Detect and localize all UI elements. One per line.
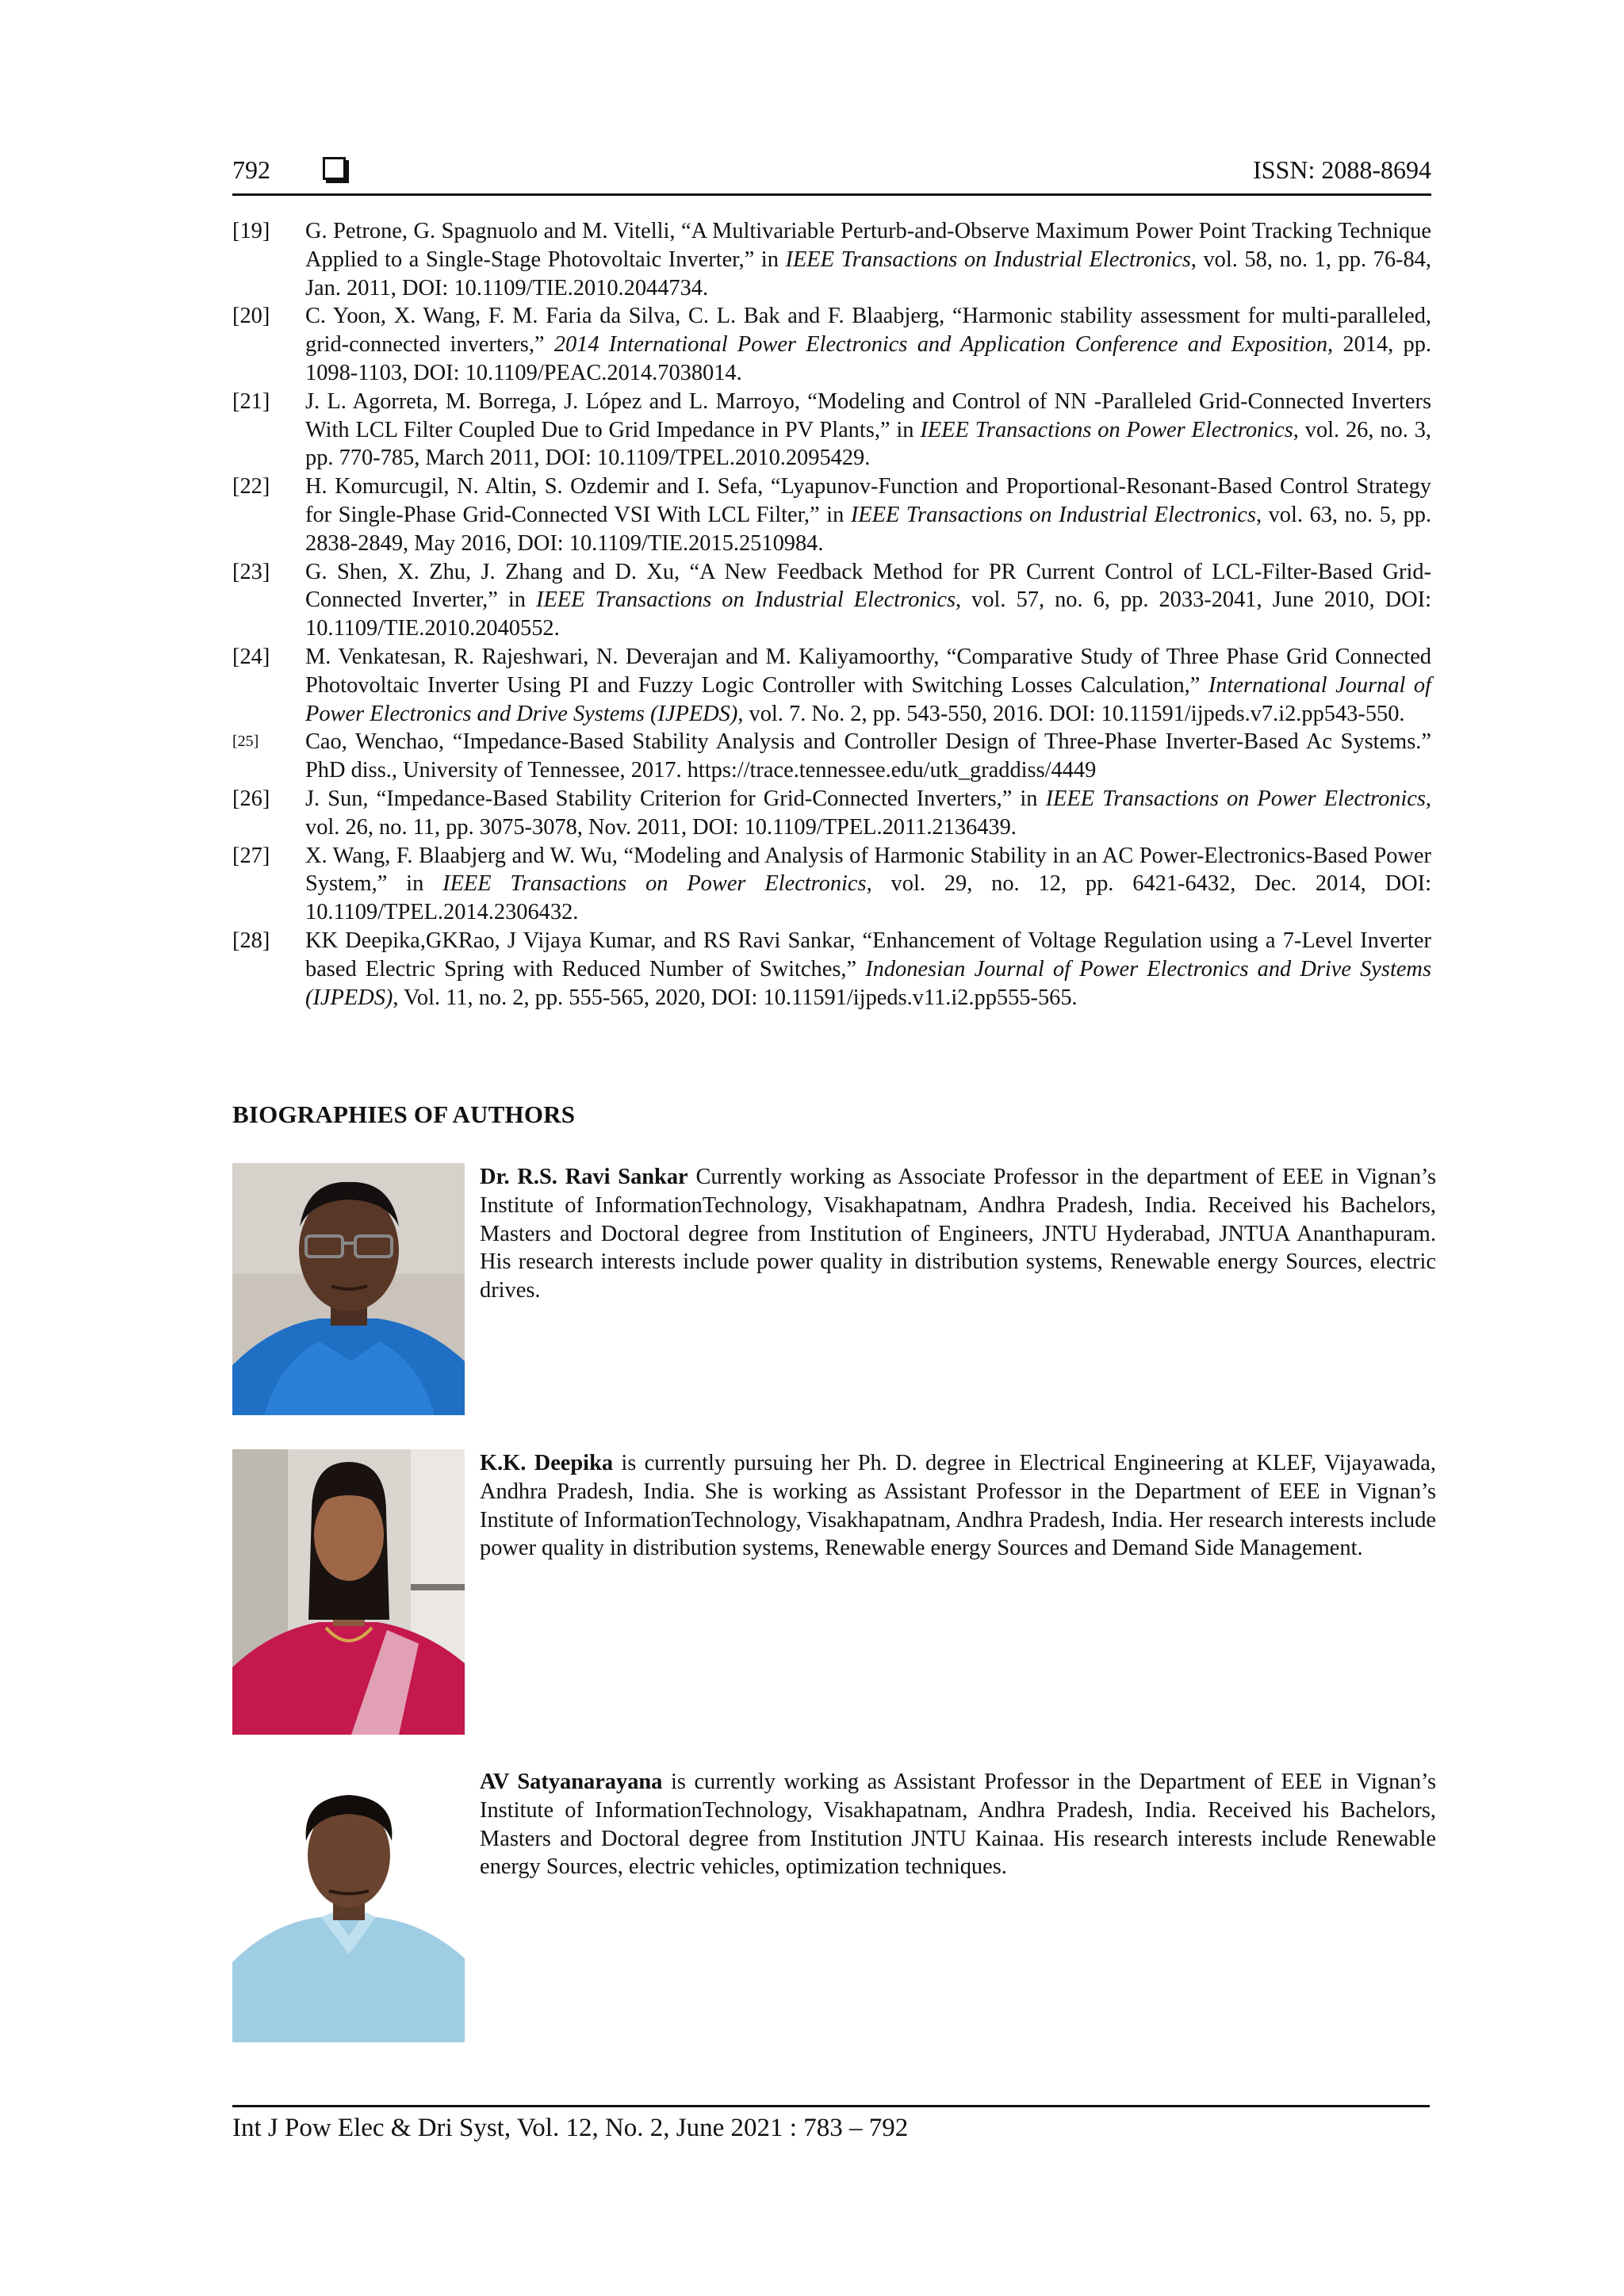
author-name: K.K. Deepika	[480, 1451, 614, 1475]
reference-text: M. Venkatesan, R. Rajeshwari, N. Deverajan and M. Kaliyamoorthy, “Comparative Study of Three Phase Grid Connected Photovoltaic Inverter Using PI and Fuzzy Logic Controller with Switching Losses Calculation,” International Journal of Power Electronics and Drive Systems (IJPEDS), vol. 7. No. 2, pp. 543-550, 2016. DOI: 10.11591/ijpeds.v7.i2.pp543-550.	[305, 644, 1431, 726]
reference-text: C. Yoon, X. Wang, F. M. Faria da Silva, C. L. Bak and F. Blaabjerg, “Harmonic stability assessment for multi-paralleled, grid-connected inverters,” 2014 International Power Electronics and Application Conference and Exposition, 2014, pp. 1098-1103, DOI: 10.1109/PEAC.2014.7038014.	[305, 304, 1431, 385]
reference-text: X. Wang, F. Blaabjerg and W. Wu, “Modeling and Analysis of Harmonic Stability in an AC Power-Electronics-Based Power System,” in IEEE Transactions on Power Electronics, vol. 29, no. 12, pp. 6421-6432, Dec. 2014, DOI: 10.1109/TPEL.2014.2306432.	[305, 843, 1431, 925]
journal-title: IEEE Transactions on Power Electronics	[1045, 786, 1426, 811]
reference-number: [20]	[232, 304, 270, 329]
reference-text: KK Deepika,GKRao, J Vijaya Kumar, and RS Ravi Sankar, “Enhancement of Voltage Regulation using a 7-Level Inverter based Electric Spring with Reduced Number of Switches,” Indonesian Journal of Power Electronics and Drive Systems (IJPEDS), Vol. 11, no. 2, pp. 555-565, 2020, DOI: 10.11591/ijpeds.v11.i2.pp555-565.	[305, 928, 1431, 1010]
reference-number: [26]	[232, 786, 270, 811]
reference-item	[232, 728, 1431, 785]
reference-number: [24]	[232, 644, 270, 669]
reference-number: [25]	[232, 733, 259, 751]
bio-text: Dr. R.S. Ravi Sankar Currently working as Associate Professor in the department of EEE in Vignan’s Institute of InformationTechnology, Visakhapatnam, Andhra Pradesh, India. Received his Bachelors, Masters and Doctoral degree from Institution of Engineers, JNTU Hyderabad, JNTUA Ananthapuram. His research interests include power quality in distribution systems, Renewable energy Sources, electric drives.	[480, 1165, 1436, 1303]
square-bullet-icon	[323, 157, 346, 180]
reference-item	[232, 217, 1431, 302]
reference-item	[232, 643, 1431, 728]
reference-item	[232, 785, 1431, 842]
author-bio	[232, 1768, 1438, 2042]
author-bio	[232, 1449, 1438, 1735]
reference-item	[232, 558, 1431, 643]
journal-title: IEEE Transactions on Industrial Electronics	[785, 247, 1191, 272]
journal-title: 2014 International Power Electronics and Application Conference and Exposition	[553, 332, 1328, 358]
reference-item	[232, 927, 1431, 1012]
reference-text: G. Petrone, G. Spagnuolo and M. Vitelli, “A Multivariable Perturb-and-Observe Maximum Power Point Tracking Technique Applied to a Single-Stage Photovoltaic Inverter,” in IEEE Transactions on Industrial Electronics, vol. 58, no. 1, pp. 76-84, Jan. 2011, DOI: 10.1109/TIE.2010.2044734.	[305, 219, 1431, 300]
page-header	[232, 154, 1431, 196]
reference-text: Cao, Wenchao, “Impedance-Based Stability Analysis and Controller Design of Three-Phase Inverter-Based Ac Systems.” PhD diss., University of Tennessee, 2017. https://trace.tennessee.edu/utk_graddiss/4449	[305, 729, 1431, 783]
journal-title: IEEE Transactions on Industrial Electronics	[536, 587, 956, 613]
reference-text: J. L. Agorreta, M. Borrega, J. López and L. Marroyo, “Modeling and Control of NN -Paralleled Grid-Connected Inverters With LCL Filter Coupled Due to Grid Impedance in PV Plants,” in IEEE Transactions on Power Electronics, vol. 26, no. 3, pp. 770-785, March 2011, DOI: 10.1109/TPEL.2010.2095429.	[305, 388, 1431, 471]
reference-number: [21]	[232, 388, 270, 414]
reference-number: [27]	[232, 843, 270, 868]
reference-item	[232, 302, 1431, 387]
reference-text: G. Shen, X. Zhu, J. Zhang and D. Xu, “A New Feedback Method for PR Current Control of LCL-Filter-Based Grid-Connected Inverter,” in IEEE Transactions on Industrial Electronics, vol. 57, no. 6, pp. 2033-2041, June 2010, DOI: 10.1109/TIE.2010.2040552.	[305, 559, 1431, 641]
journal-title: IEEE Transactions on Power Electronics	[920, 417, 1293, 442]
journal-title: IEEE Transactions on Industrial Electronics	[850, 502, 1256, 527]
reference-number: [28]	[232, 928, 270, 953]
author-photo	[232, 1163, 465, 1415]
journal-title: IEEE Transactions on Power Electronics	[442, 871, 867, 897]
reference-number: [19]	[232, 219, 270, 243]
reference-text: H. Komurcugil, N. Altin, S. Ozdemir and I. Sefa, “Lyapunov-Function and Proportional-Resonant-Based Control Strategy for Single-Phase Grid-Connected VSI With LCL Filter,” in IEEE Transactions on Industrial Electronics, vol. 63, no. 5, pp. 2838-2849, May 2016, DOI: 10.1109/TIE.2015.2510984.	[305, 474, 1431, 556]
journal-title: International Journal of Power Electronics and Drive Systems (IJPEDS)	[305, 672, 1431, 726]
footer-citation: Int J Pow Elec & Dri Syst, Vol. 12, No. 2, June 2021 : 783 – 792	[232, 2114, 909, 2142]
page-footer	[232, 2105, 1430, 2143]
reference-number: [23]	[232, 559, 270, 584]
reference-number: [22]	[232, 474, 270, 499]
author-photo	[232, 1449, 465, 1735]
author-bio	[232, 1163, 1438, 1415]
reference-item	[232, 842, 1431, 927]
biographies-heading: BIOGRAPHIES OF AUTHORS	[232, 1100, 576, 1128]
reference-item	[232, 473, 1431, 557]
author-name: Dr. R.S. Ravi Sankar	[480, 1165, 688, 1189]
bio-text: AV Satyanarayana is currently working as Assistant Professor in the Department of EEE in Vignan’s Institute of InformationTechnology, Visakhapatnam, Andhra Pradesh, India. Received his Bachelors, Masters and Doctoral degree from Institution JNTU Kainaa. His research interests include Renewable energy Sources, electric vehicles, optimization techniques.	[480, 1770, 1436, 1880]
author-name: AV Satyanarayana	[480, 1770, 663, 1794]
author-photo	[232, 1768, 465, 2042]
issn: ISSN: 2088-8694	[1253, 155, 1431, 184]
reference-list	[232, 217, 1431, 1012]
reference-text: J. Sun, “Impedance-Based Stability Criterion for Grid-Connected Inverters,” in IEEE Transactions on Power Electronics, vol. 26, no. 11, pp. 3075-3078, Nov. 2011, DOI: 10.1109/TPEL.2011.2136439.	[305, 786, 1431, 840]
journal-title: Indonesian Journal of Power Electronics and Drive Systems (IJPEDS)	[305, 956, 1431, 1010]
bio-text: K.K. Deepika is currently pursuing her Ph. D. degree in Electrical Engineering at KLEF, Vijayawada, Andhra Pradesh, India. She is working as Assistant Professor in the Department of EEE in Vignan’s Institute of InformationTechnology, Visakhapatnam, Andhra Pradesh, India. Her research interests include power quality in distribution systems, Renewable energy Sources and Demand Side Management.	[480, 1451, 1436, 1561]
page-number: 792	[232, 155, 270, 184]
reference-item	[232, 388, 1431, 473]
